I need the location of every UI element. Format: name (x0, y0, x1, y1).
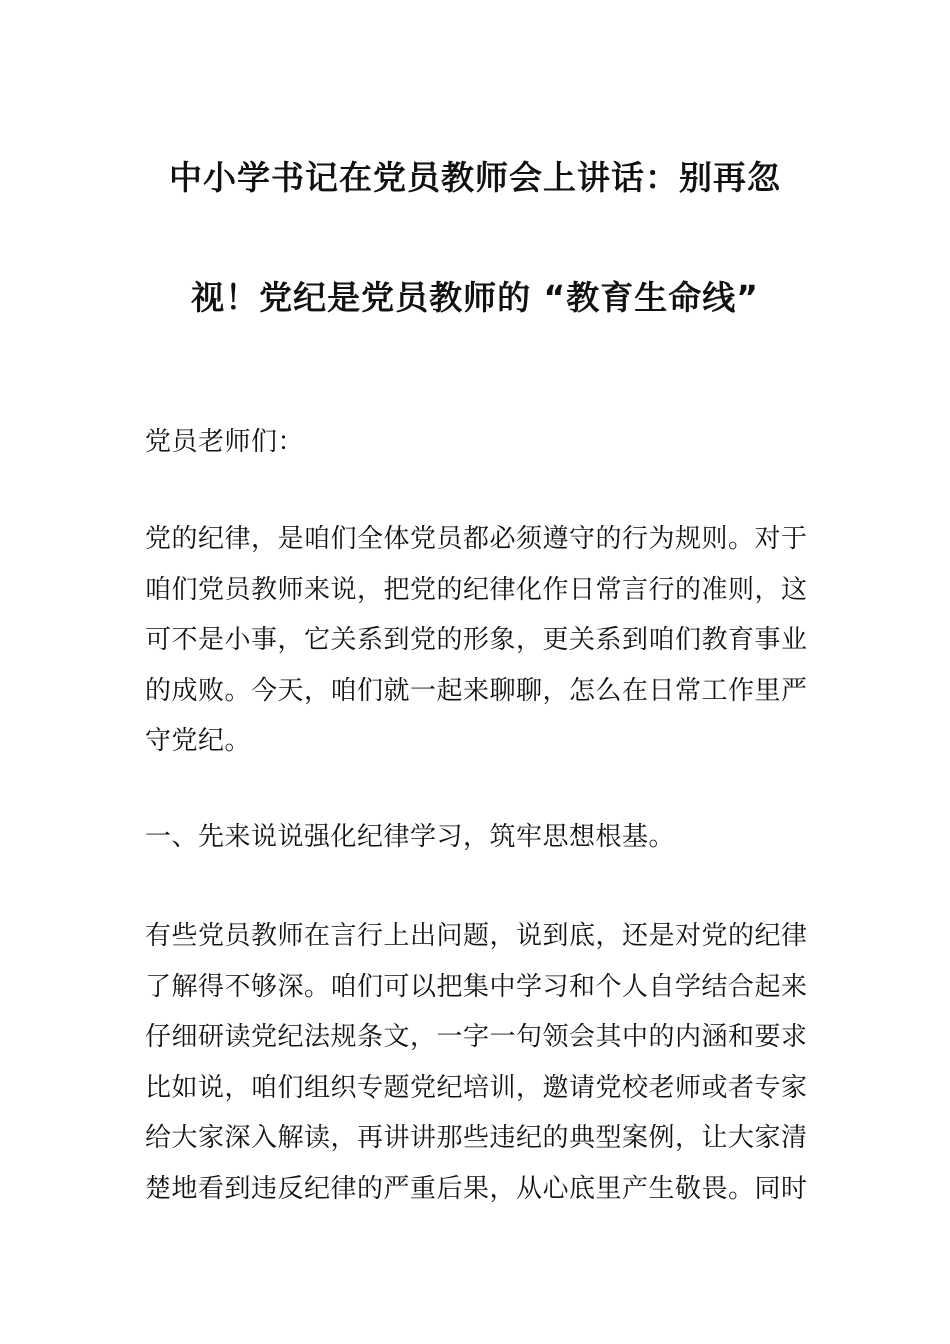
document-title-line-2: 视！党纪是党员教师的 “教育生命线” (191, 278, 759, 317)
paragraph-1 (145, 514, 810, 767)
section-1-heading: 一、先来说说强化纪律学习，筑牢思想根基。 (145, 822, 676, 852)
document-title-line-1: 中小学书记在党员教师会上讲话：别再忽 (169, 158, 781, 197)
paragraph-1-line: 可不是小事，它关系到党的形象，更关系到咱们教育事业 (145, 625, 808, 655)
paragraph-2-line: 有些党员教师在言行上出问题，说到底，还是对党的纪律 (145, 921, 808, 951)
paragraph-2-line: 给大家深入解读，再讲讲那些违纪的典型案例，让大家清 (145, 1123, 808, 1153)
paragraph-2-line: 了解得不够深。咱们可以把集中学习和个人自学结合起来 (145, 971, 808, 1002)
greeting: 党员老师们： (145, 427, 305, 457)
paragraph-1-line: 党的纪律，是咱们全体党员都必须遵守的行为规则。对于 (145, 524, 808, 554)
paragraph-2-line: 比如说，咱们组织专题党纪培训，邀请党校老师或者专家 (145, 1072, 808, 1103)
paragraph-2-line: 仔细研读党纪法规条文，一字一句领会其中的内涵和要求 (145, 1022, 808, 1052)
paragraph-1-line: 的成败。今天，咱们就一起来聊聊，怎么在日常工作里严 (145, 675, 808, 706)
paragraph-1-line: 咱们党员教师来说，把党的纪律化作日常言行的准则，这 (145, 574, 808, 605)
paragraph-2 (145, 911, 810, 1214)
paragraph-1-line: 守党纪。 (145, 726, 252, 756)
paragraph-2-line: 楚地看到违反纪律的严重后果，从心底里产生敬畏。同时 (145, 1173, 808, 1204)
